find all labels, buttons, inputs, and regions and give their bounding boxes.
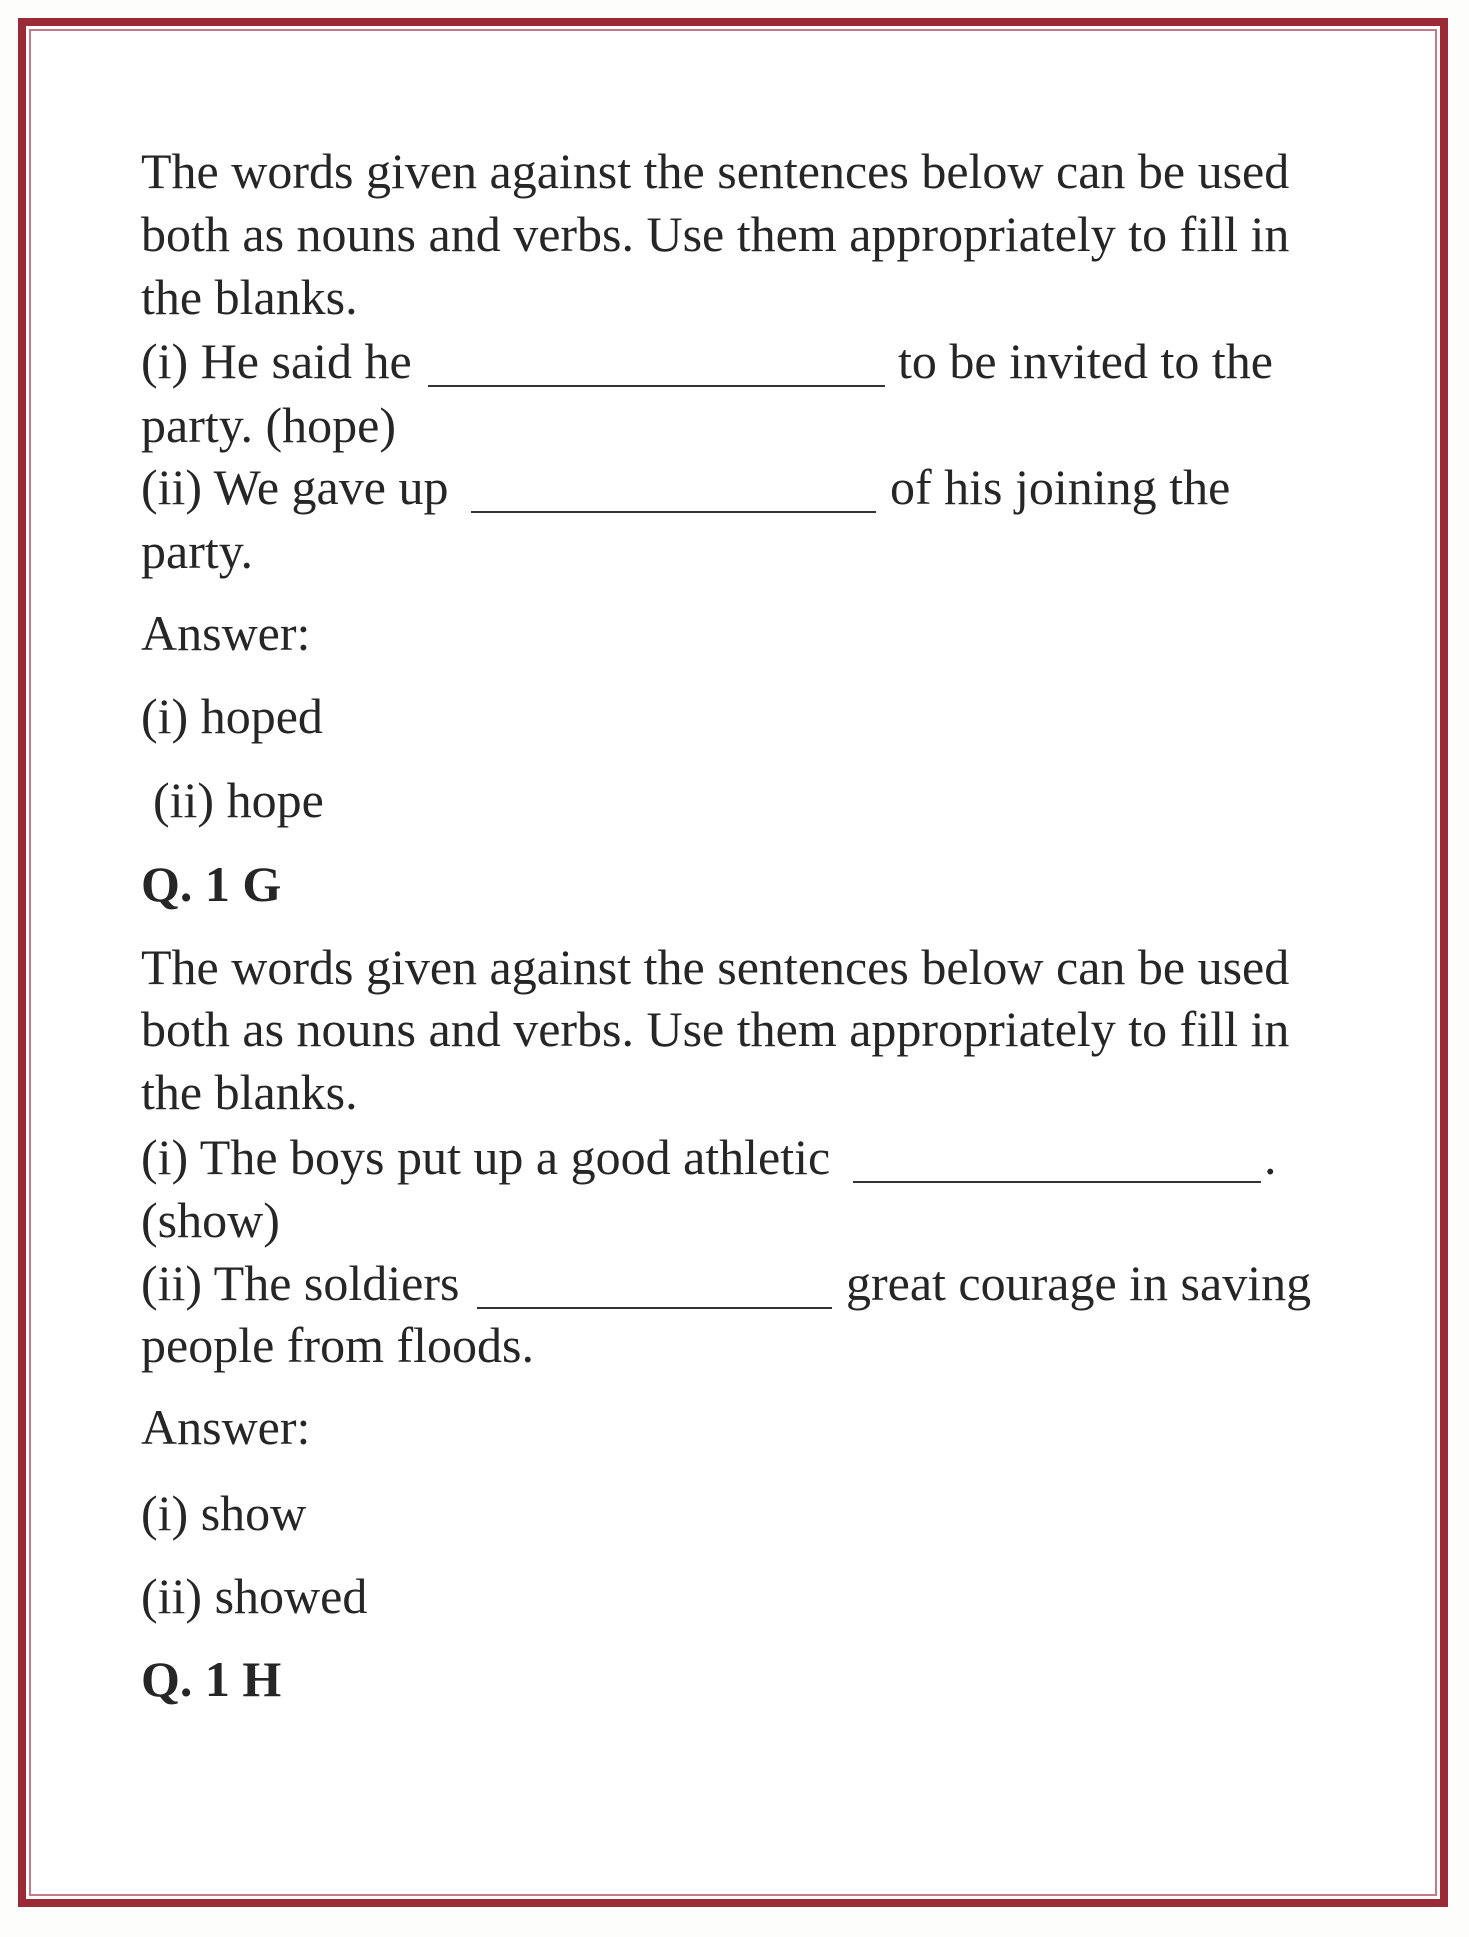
sentence-1-end: to be invited to the [898, 333, 1273, 389]
sentence-2-end: of his joining the [890, 459, 1231, 515]
sentence-2-cont: party. [141, 523, 253, 579]
answer-label: Answer: [141, 1399, 311, 1455]
blank-2 [471, 511, 876, 513]
sentence-1-end: . [1264, 1129, 1277, 1185]
answer-2: (ii) showed [141, 1568, 368, 1624]
answer-label: Answer: [141, 605, 311, 661]
sentence-2-start: (ii) The soldiers [141, 1255, 460, 1311]
sentence-1-start: (i) The boys put up a good athletic [141, 1129, 831, 1185]
sentence-2-start: (ii) We gave up [141, 459, 449, 515]
blank-1 [853, 1181, 1261, 1183]
question-heading-1h: Q. 1 H [141, 1651, 282, 1707]
sentence-2-end: great courage in saving [846, 1255, 1312, 1311]
sentence-1-cont: (show) [141, 1192, 280, 1248]
instruction-line: the blanks. [141, 1064, 358, 1120]
blank-2 [477, 1307, 832, 1309]
answer-1: (i) show [141, 1485, 307, 1541]
sentence-1-cont: party. (hope) [141, 397, 396, 453]
blank-1 [428, 385, 885, 387]
instruction-line: The words given against the sentences below can be used [141, 143, 1290, 199]
sentence-2-cont: people from floods. [141, 1317, 534, 1373]
question-heading: Q. 1 G [141, 856, 282, 912]
instruction-line: both as nouns and verbs. Use them appropriately to fill in [141, 206, 1290, 262]
instruction-line: The words given against the sentences below can be used [141, 939, 1290, 995]
instruction-line: both as nouns and verbs. Use them appropriately to fill in [141, 1001, 1290, 1057]
answer-1: (i) hoped [141, 688, 323, 744]
sentence-1-start: (i) He said he [141, 333, 412, 389]
answer-2: (ii) hope [153, 772, 324, 828]
instruction-line: the blanks. [141, 269, 358, 325]
